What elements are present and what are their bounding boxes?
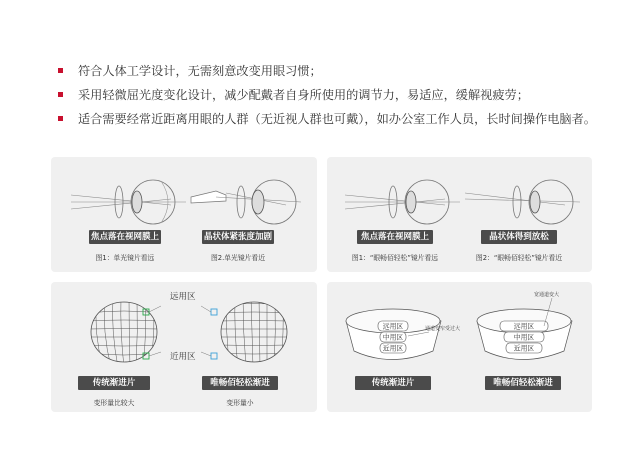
feature-text: 符合人体工学设计，无需刻意改变用眼习惯；: [78, 64, 322, 78]
figure-caption: 图1：“眼畅佰轻松”镜片看远: [351, 254, 439, 262]
note-wide: 宽通道变大: [534, 292, 560, 298]
relax-lens-zones: [472, 292, 582, 366]
relax-progressive-tag: 唯畅佰轻松渐进: [485, 376, 561, 390]
progressive-grid-panel: [51, 282, 317, 412]
far-zone-label: 远用区: [170, 292, 196, 302]
traditional-tag: 传统渐进片: [78, 376, 150, 390]
feature-list: [58, 62, 628, 134]
note-narrow: 通道变窄受过大: [425, 326, 461, 332]
zone-mid: 中用区: [382, 333, 404, 342]
bullet-icon: [58, 116, 63, 121]
feature-text: 采用轻微屈光度变化设计，减少配戴者自身所使用的调节力，易适应，缓解视疲劳；: [78, 88, 529, 102]
zone-mid: 中用区: [513, 333, 535, 342]
progressive-zones-panel: [327, 282, 592, 412]
feature-item: [58, 86, 628, 110]
relax-progressive-tag: 唯畅佰轻松渐进: [202, 376, 278, 390]
zone-near: 近用区: [513, 344, 535, 353]
lens-tension-tag: 晶状体紧张度加剧: [203, 232, 272, 242]
zone-far: 远用区: [382, 322, 404, 331]
eye-distance-diagram: [71, 169, 191, 239]
eye-near-diagram: [186, 169, 306, 239]
eye-near-diagram: [465, 169, 585, 239]
feature-item: [58, 62, 628, 86]
bullet-icon: [58, 68, 63, 73]
eye-distance-diagram: [345, 169, 465, 239]
distortion-caption: 变形量比较大: [93, 399, 135, 407]
distortion-caption: 变形量小: [226, 399, 254, 407]
zone-near: 近用区: [382, 344, 404, 353]
single-vision-panel: [51, 157, 317, 272]
figure-caption: 图2.单光镜片看近: [210, 254, 266, 262]
relax-lens-panel: [327, 157, 592, 272]
zone-far: 远用区: [513, 322, 535, 331]
figure-caption: 图2：“眼畅佰轻松”镜片看近: [475, 254, 563, 262]
traditional-lens-zones: [341, 296, 461, 366]
figure-caption: 图1：单光镜片看远: [95, 254, 155, 262]
focus-tag: 焦点落在视网膜上: [90, 232, 159, 242]
bullet-icon: [58, 92, 63, 97]
lens-relax-tag: 晶状体得到放松: [481, 230, 557, 244]
traditional-tag: 传统渐进片: [355, 376, 431, 390]
feature-text: 适合需要经常近距离用眼的人群（无近视人群也可戴），如办公室工作人员，长时间操作电脑者。: [78, 112, 596, 126]
feature-item: [58, 110, 628, 134]
near-zone-label: 近用区: [170, 352, 196, 362]
focus-tag: 焦点落在视网膜上: [357, 230, 433, 244]
